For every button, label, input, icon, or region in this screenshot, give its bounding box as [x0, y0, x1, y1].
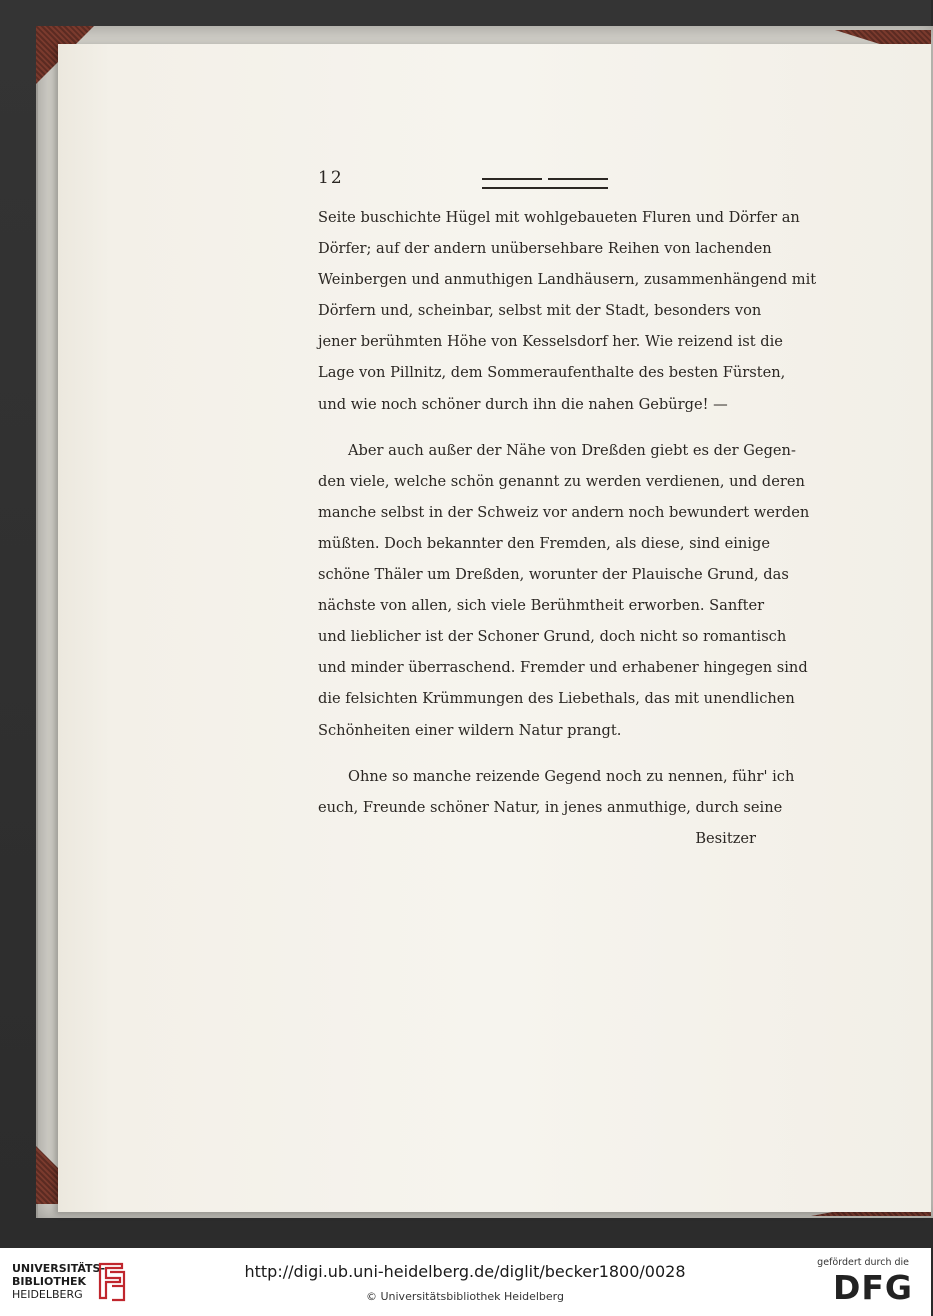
text-line: und wie noch schöner durch ihn die nahen Gebürge! —: [318, 395, 728, 413]
copyright-notice: © Universitätsbibliothek Heidelberg: [365, 1290, 564, 1303]
text-line: die felsichten Krümmungen des Liebethals, das mit unendlichen: [318, 690, 795, 708]
dfg-logo[interactable]: DFG: [832, 1268, 913, 1307]
text-line: euch, Freunde schöner Natur, in jenes anmuthige, durch seine: [318, 798, 783, 816]
text-line: nächste von allen, sich viele Berühmtheit erworben. Sanfter: [318, 597, 765, 615]
text-line: Lage von Pillnitz, dem Sommeraufenthalte des besten Fürsten,: [318, 364, 786, 382]
text-line: Schönheiten einer wildern Natur prangt.: [318, 721, 622, 739]
page-body-text: [318, 202, 817, 854]
page-header: [318, 168, 758, 192]
text-line: Aber auch außer der Nähe von Dreßden giebt es der Gegen-: [348, 441, 796, 459]
library-name-line1: UNIVERSITÄTS-: [12, 1262, 106, 1275]
text-line: schöne Thäler um Dreßden, worunter der Plauische Grund, das: [318, 566, 789, 584]
text-line: Dörfer; auf der andern unübersehbare Reihen von lachenden: [318, 240, 772, 258]
paragraph-gap: [318, 420, 756, 435]
text-line: und lieblicher ist der Schoner Grund, doch nicht so romantisch: [318, 628, 787, 646]
dfg-caption: gefördert durch die: [817, 1257, 909, 1268]
catchword: Besitzer: [695, 829, 756, 847]
text-line: den viele, welche schön genannt zu werden verdienen, und deren: [318, 472, 805, 490]
text-line: Weinbergen und anmuthigen Landhäusern, zusammenhängend mit: [318, 271, 817, 289]
text-line: Dörfern und, scheinbar, selbst mit der Stadt, besonders von: [318, 302, 762, 320]
text-line: Seite buschichte Hügel mit wohlgebaueten Fluren und Dörfer an: [318, 209, 800, 226]
text-line: jener berühmten Höhe von Kesselsdorf her. Wie reizend ist die: [318, 333, 783, 351]
library-logo-text[interactable]: [12, 1262, 105, 1301]
permalink-url[interactable]: http://digi.ub.uni-heidelberg.de/diglit/becker1800/0028: [244, 1262, 686, 1281]
header-ornament-rule: [482, 178, 608, 189]
text-line: müßten. Doch bekannter den Fremden, als diese, sind einige: [318, 534, 770, 552]
paragraph-gap: [318, 746, 756, 761]
page-number: 12: [318, 168, 344, 188]
library-logo-icon[interactable]: [94, 1260, 128, 1302]
library-name-line2: BIBLIOTHEK: [12, 1275, 87, 1288]
text-line: Ohne so manche reizende Gegend noch zu nennen, führ' ich: [348, 767, 795, 785]
text-line: und minder überraschend. Fremder und erhabener hingegen sind: [318, 659, 808, 677]
text-line: manche selbst in der Schweiz vor andern noch bewundert werden: [318, 503, 810, 521]
viewer-footer: [0, 1248, 931, 1316]
library-name-line3: HEIDELBERG: [12, 1288, 83, 1301]
